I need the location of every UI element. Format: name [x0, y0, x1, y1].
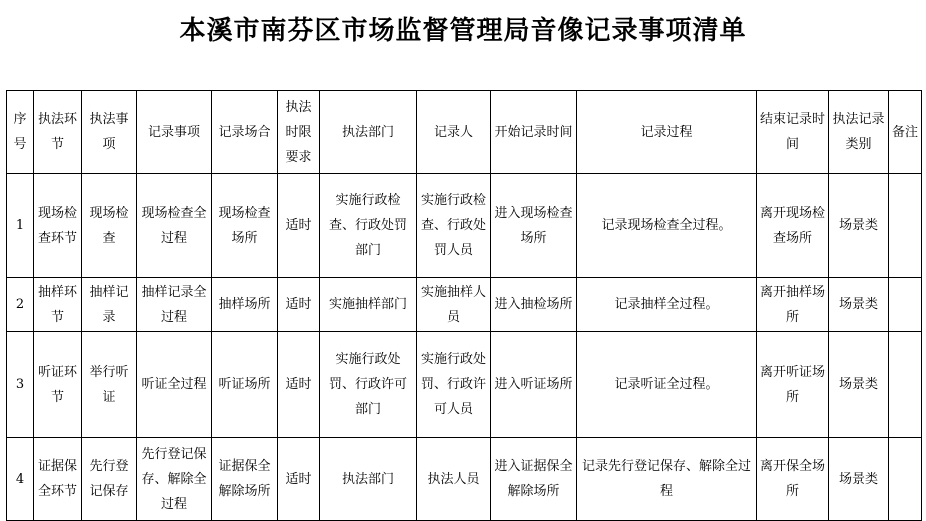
- cell-end: 离开听证场所: [757, 332, 829, 438]
- cell-recorder: 执法人员: [417, 438, 491, 521]
- cell-place: 现场检查场所: [212, 174, 278, 278]
- header-cell: 执法时限要求: [278, 91, 320, 174]
- cell-type: 场景类: [829, 278, 889, 332]
- cell-record-item: 先行登记保存、解除全过程: [137, 438, 212, 521]
- cell-note: [889, 174, 922, 278]
- cell-process: 记录现场检查全过程。: [577, 174, 757, 278]
- header-cell: 序号: [7, 91, 34, 174]
- cell-dept: 实施抽样部门: [320, 278, 417, 332]
- table-row: [7, 438, 922, 521]
- cell-item: 现场检查: [82, 174, 137, 278]
- header-cell: 记录过程: [577, 91, 757, 174]
- cell-limit: 适时: [278, 438, 320, 521]
- cell-place: 证据保全解除场所: [212, 438, 278, 521]
- header-cell: 执法环节: [34, 91, 82, 174]
- header-cell: 记录场合: [212, 91, 278, 174]
- cell-end: 离开抽样场所: [757, 278, 829, 332]
- table-row: [7, 174, 922, 278]
- cell-stage: 现场检查环节: [34, 174, 82, 278]
- cell-place: 抽样场所: [212, 278, 278, 332]
- cell-start: 进入听证场所: [491, 332, 577, 438]
- table-row: [7, 278, 922, 332]
- header-cell: 执法部门: [320, 91, 417, 174]
- table-row: [7, 332, 922, 438]
- row-number: 2: [7, 278, 34, 332]
- cell-item: 举行听证: [82, 332, 137, 438]
- cell-process: 记录抽样全过程。: [577, 278, 757, 332]
- cell-start: 进入现场检查场所: [491, 174, 577, 278]
- cell-place: 听证场所: [212, 332, 278, 438]
- cell-recorder: 实施行政检查、行政处罚人员: [417, 174, 491, 278]
- cell-process: 记录听证全过程。: [577, 332, 757, 438]
- header-cell: 结束记录时间: [757, 91, 829, 174]
- header-cell: 记录人: [417, 91, 491, 174]
- header-cell: 执法事项: [82, 91, 137, 174]
- page-title: 本溪市南芬区市场监督管理局音像记录事项清单: [179, 16, 747, 46]
- cell-type: 场景类: [829, 332, 889, 438]
- cell-record-item: 抽样记录全过程: [137, 278, 212, 332]
- cell-type: 场景类: [829, 174, 889, 278]
- cell-stage: 听证环节: [34, 332, 82, 438]
- row-number: 3: [7, 332, 34, 438]
- cell-dept: 实施行政检查、行政处罚部门: [320, 174, 417, 278]
- cell-item: 抽样记录: [82, 278, 137, 332]
- cell-note: [889, 332, 922, 438]
- cell-note: [889, 278, 922, 332]
- header-cell: 备注: [889, 91, 922, 174]
- cell-recorder: 实施抽样人员: [417, 278, 491, 332]
- cell-start: 进入抽检场所: [491, 278, 577, 332]
- cell-dept: 执法部门: [320, 438, 417, 521]
- cell-record-item: 现场检查全过程: [137, 174, 212, 278]
- cell-limit: 适时: [278, 332, 320, 438]
- cell-process: 记录先行登记保存、解除全过程: [577, 438, 757, 521]
- row-number: 1: [7, 174, 34, 278]
- row-number: 4: [7, 438, 34, 521]
- header-cell: 执法记录类别: [829, 91, 889, 174]
- cell-end: 离开保全场所: [757, 438, 829, 521]
- header-row: [7, 91, 922, 174]
- cell-stage: 抽样环节: [34, 278, 82, 332]
- cell-item: 先行登记保存: [82, 438, 137, 521]
- cell-limit: 适时: [278, 278, 320, 332]
- cell-start: 进入证据保全解除场所: [491, 438, 577, 521]
- cell-stage: 证据保全环节: [34, 438, 82, 521]
- cell-recorder: 实施行政处罚、行政许可人员: [417, 332, 491, 438]
- cell-limit: 适时: [278, 174, 320, 278]
- records-table: [6, 90, 922, 521]
- cell-note: [889, 438, 922, 521]
- cell-record-item: 听证全过程: [137, 332, 212, 438]
- header-cell: 开始记录时间: [491, 91, 577, 174]
- cell-type: 场景类: [829, 438, 889, 521]
- header-cell: 记录事项: [137, 91, 212, 174]
- cell-end: 离开现场检查场所: [757, 174, 829, 278]
- cell-dept: 实施行政处罚、行政许可部门: [320, 332, 417, 438]
